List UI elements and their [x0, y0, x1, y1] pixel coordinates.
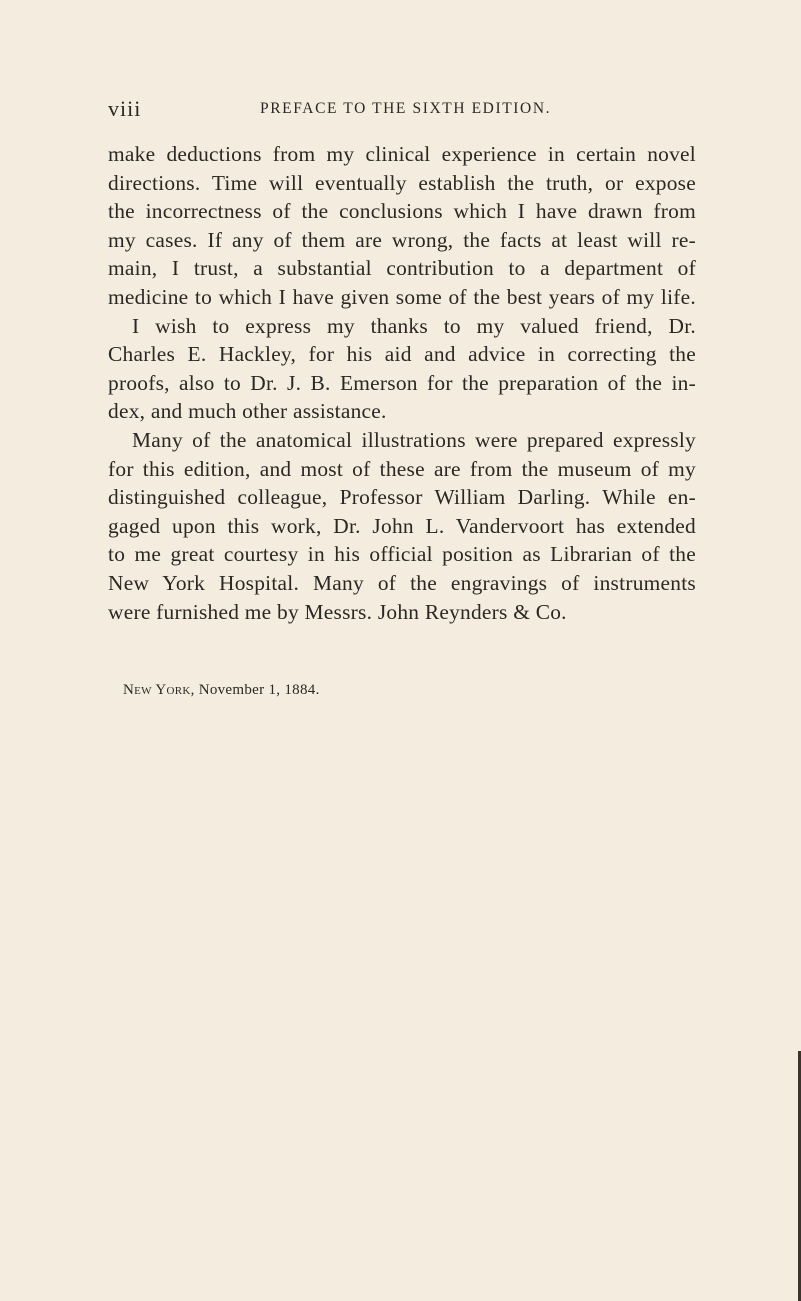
text-line: I wish to express my thanks to my valued friend, Dr.: [132, 313, 696, 338]
text-line: medicine to which I have given some of the best years of my life.: [108, 284, 696, 309]
text-line: Many of the anatomical illustrations were prepared expressly: [132, 427, 696, 452]
text-line: my cases. If any of them are wrong, the facts at least will re-: [108, 227, 696, 252]
text-line: the incorrectness of the conclusions which I have drawn from: [108, 199, 696, 224]
text-line: New York Hospital. Many of the engravings of instruments: [108, 570, 696, 595]
text-line: dex, and much other assistance.: [108, 399, 387, 424]
dateline-date: November 1, 1884.: [198, 682, 320, 698]
text-line: make deductions from my clinical experience in certain novel: [108, 142, 696, 166]
text-line: directions. Time will eventually establish the truth, or expose: [108, 170, 696, 195]
body-text: [108, 140, 696, 626]
text-line: Charles E. Hackley, for his aid and advice in correcting the: [108, 342, 696, 367]
text-line: main, I trust, a substantial contribution to a department of: [108, 256, 696, 281]
text-line: were furnished me by Messrs. John Reynders & Co.: [108, 599, 567, 624]
text-line: proofs, also to Dr. J. B. Emerson for the preparation of the in-: [108, 370, 696, 395]
text-line: distinguished colleague, Professor William Darling. While en-: [108, 485, 696, 510]
text-line: to me great courtesy in his official position as Librarian of the: [108, 542, 696, 567]
dateline: [123, 682, 320, 699]
page-number: viii: [108, 96, 142, 121]
dateline-place: New York,: [123, 682, 195, 698]
text-line: gaged upon this work, Dr. John L. Vandervoort has extended: [108, 513, 696, 538]
text-line: for this edition, and most of these are from the museum of my: [108, 456, 696, 481]
running-title: PREFACE TO THE SIXTH EDITION.: [260, 100, 552, 117]
running-head: [108, 96, 708, 126]
